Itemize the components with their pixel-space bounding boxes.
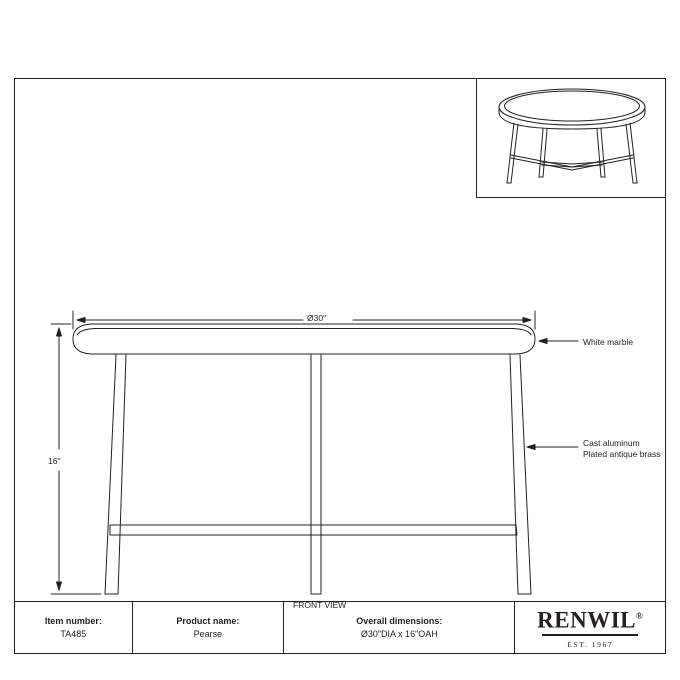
overall-dimensions-label: Overall dimensions: (356, 615, 443, 626)
inset-leg-back-left-a (539, 129, 543, 177)
brand-registered-mark: ® (636, 611, 644, 622)
drawing-sheet (14, 78, 666, 610)
leg-right-inner (510, 355, 518, 594)
leader-aluminum-arrow (527, 445, 535, 450)
dimension-height-label: 16" (48, 456, 61, 466)
table-top-seam (77, 329, 531, 336)
inset-stretcher-back (542, 165, 602, 167)
callout-top-material: White marble (583, 337, 634, 347)
callout-base-line2: Plated antique brass (583, 449, 661, 459)
brand-rule (542, 634, 638, 636)
perspective-svg (477, 79, 666, 198)
leader-marble-arrow (539, 339, 547, 344)
inset-top-inner (505, 91, 640, 121)
leg-left-outer (105, 355, 116, 594)
dimension-width-label: Ø30" (307, 313, 327, 323)
dim-width-arrow-right (523, 318, 531, 323)
brand-name: RENWIL (537, 607, 637, 633)
inset-top-edge (499, 107, 645, 129)
view-label: FRONT VIEW (293, 600, 347, 610)
leg-right-outer (520, 355, 531, 594)
brand-wordmark (537, 604, 643, 633)
inset-leg-right-a (630, 123, 637, 183)
leg-left-inner (118, 355, 126, 594)
title-block-brand (515, 602, 665, 653)
dim-height-arrow-bottom (57, 582, 62, 590)
dim-width-arrow-left (77, 318, 85, 323)
item-number-value: TA485 (60, 628, 87, 639)
inset-leg-left-a (507, 123, 514, 183)
overall-dimensions-value: Ø30"DIA x 16"OAH (360, 628, 438, 639)
item-number-label: Item number: (44, 615, 102, 626)
inset-leg-back-right-a (601, 129, 605, 177)
callout-base-material (583, 438, 661, 460)
callout-base-line1: Cast aluminum (583, 438, 640, 448)
inset-top-outer (499, 89, 645, 125)
inset-leg-back-right-b (597, 130, 601, 178)
dim-height-arrow-top (57, 328, 62, 336)
product-name-value: Pearse (193, 628, 223, 639)
perspective-inset (476, 78, 666, 198)
inset-leg-back-left-b (543, 130, 547, 178)
title-block-item-number (15, 602, 133, 653)
title-block (14, 602, 666, 654)
title-block-product-name (133, 602, 285, 653)
title-block-overall-dimensions (284, 602, 515, 653)
inset-stretcher-front (511, 155, 633, 167)
inset-leg-left-b (511, 124, 518, 183)
inset-leg-right-b (626, 124, 633, 183)
product-name-label: Product name: (176, 615, 240, 626)
renwil-logo (537, 604, 643, 651)
brand-tagline: EST. 1967 (567, 639, 614, 649)
inset-stretcher-back-2 (542, 162, 602, 164)
